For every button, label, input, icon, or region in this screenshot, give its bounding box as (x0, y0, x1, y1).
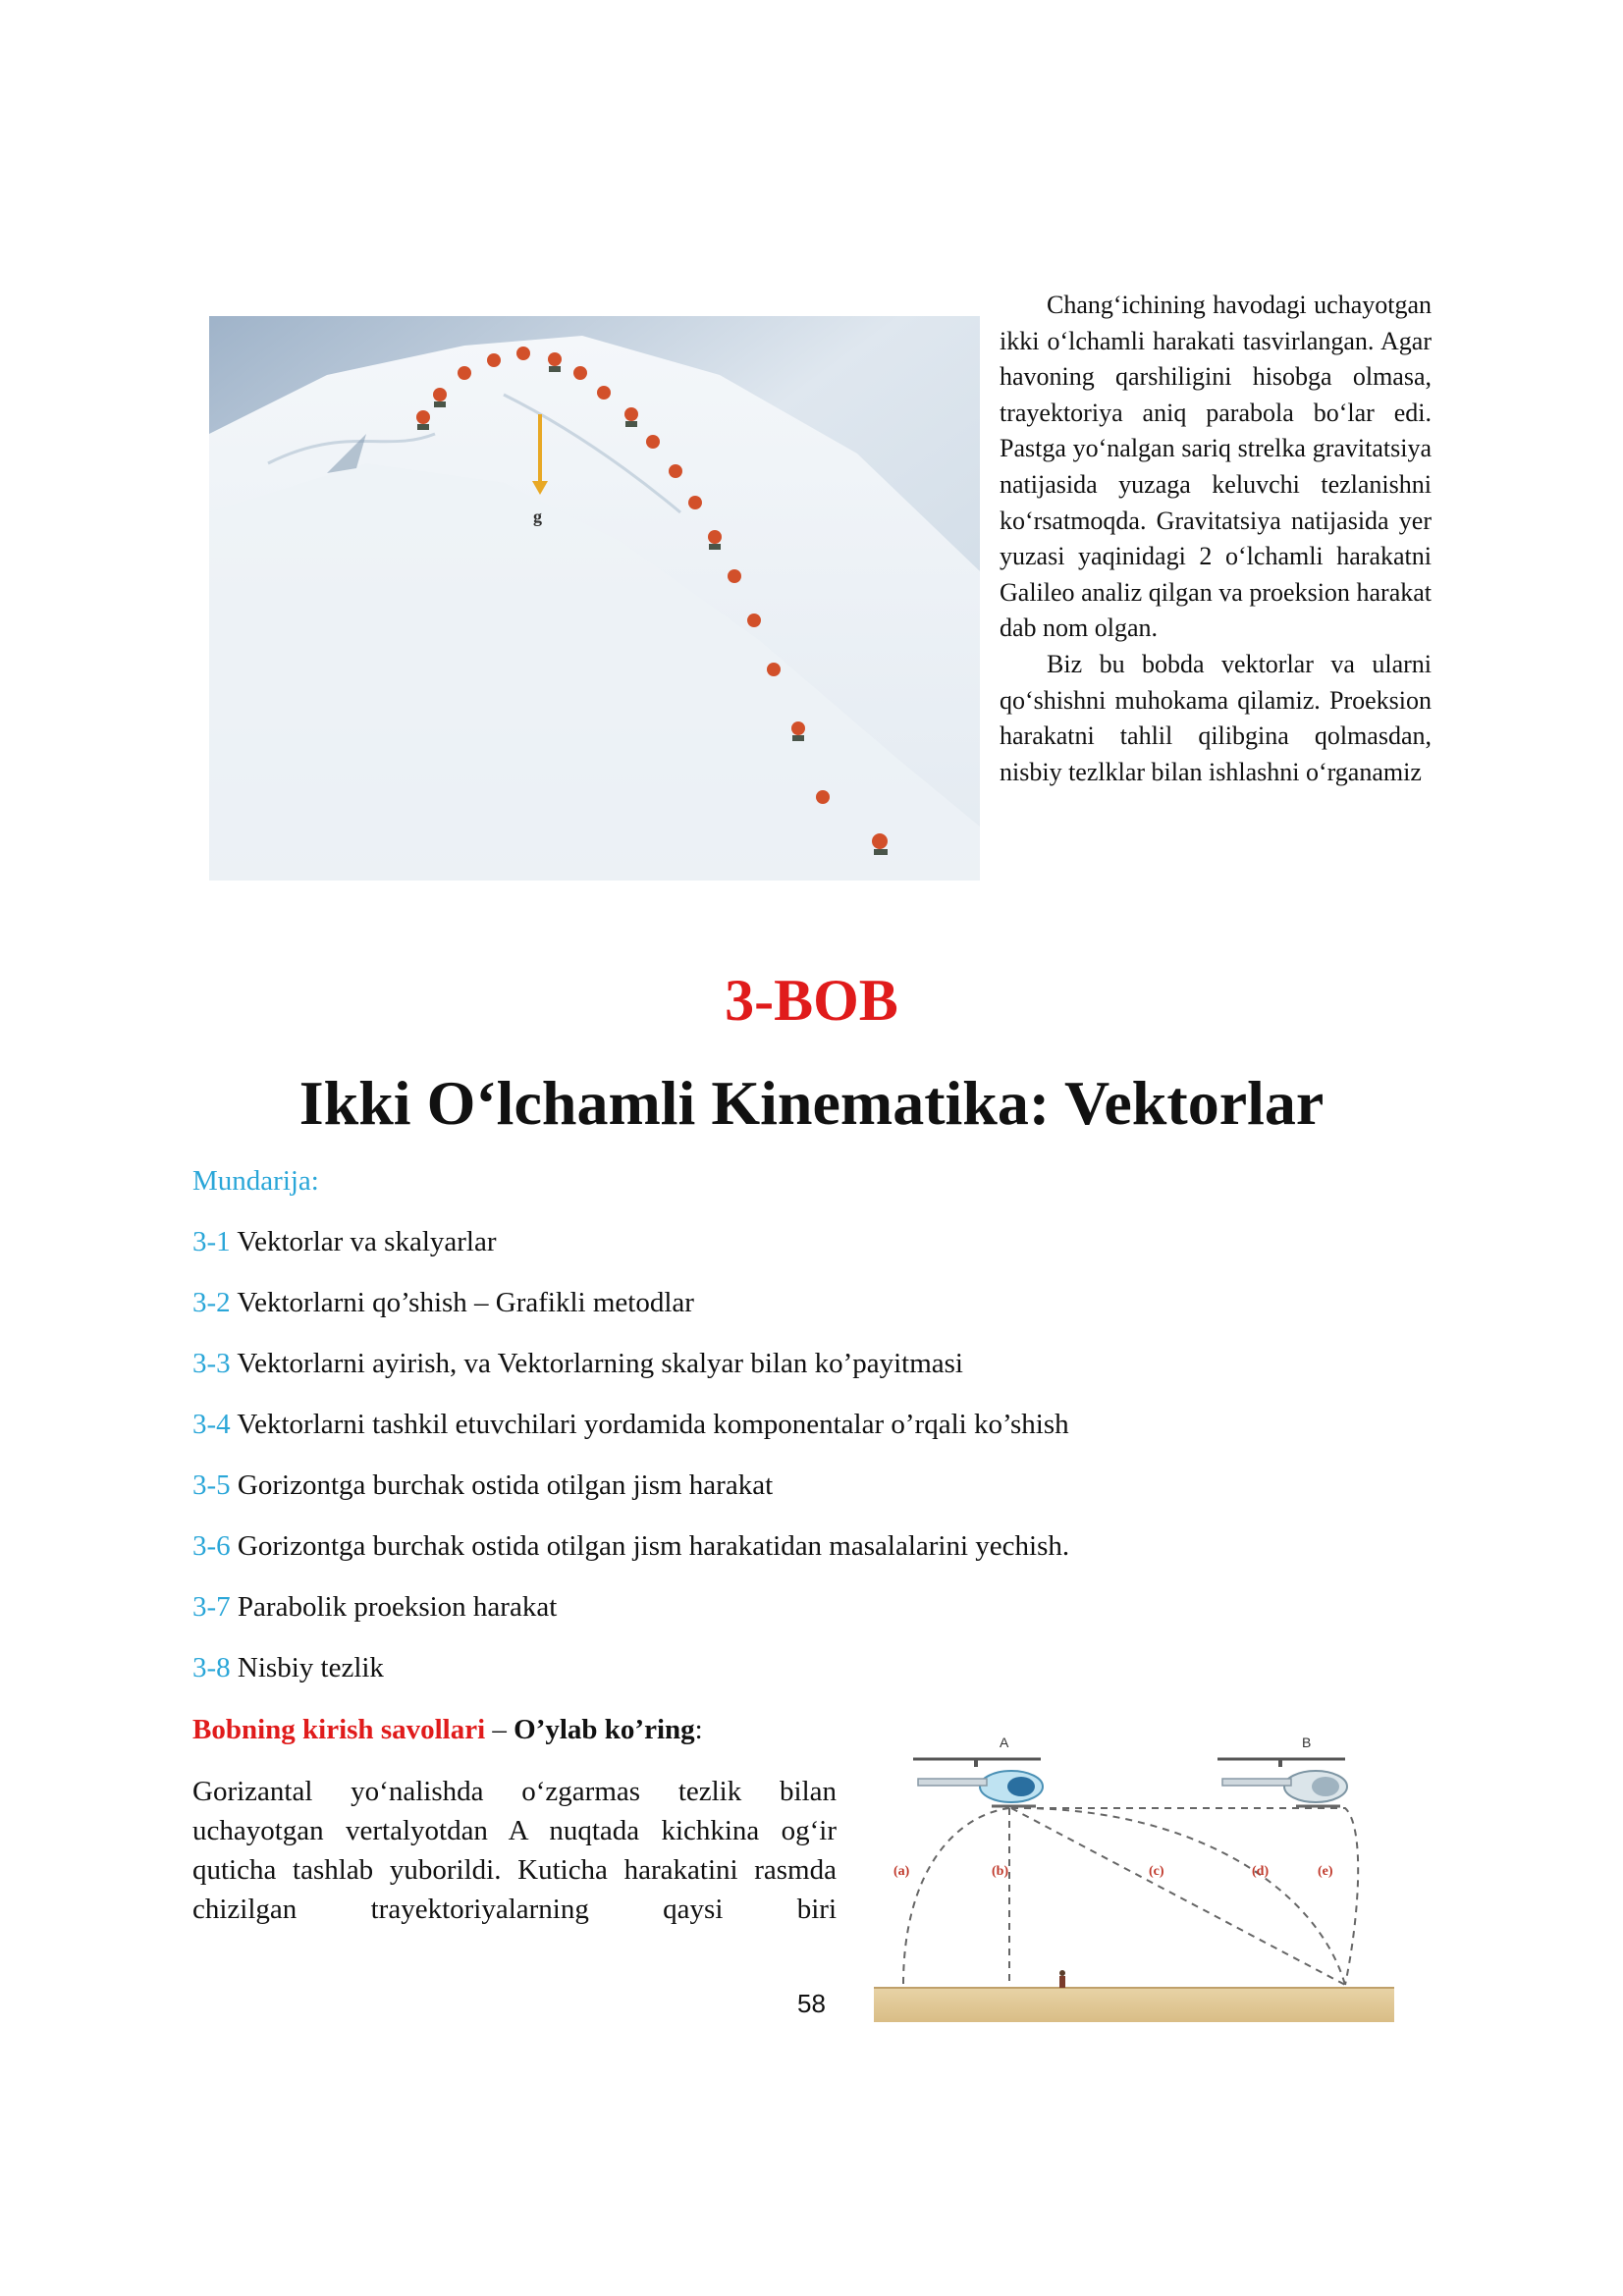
toc-item (192, 1222, 497, 1261)
toc-item-number: 3-4 (192, 1409, 231, 1440)
intro-heading (192, 1710, 703, 1749)
toc-item (192, 1587, 557, 1627)
toc-item (192, 1648, 384, 1687)
toc-item-text: Vektorlarni tashkil etuvchilari yordamida komponentalar o’rqali ko’shish (230, 1409, 1069, 1440)
snowboarder-photo (209, 316, 980, 881)
chapter-title: Ikki O‘lchamli Kinematika: Vektorlar (298, 1068, 1325, 1138)
chapter-number: 3-BOB (725, 968, 898, 1033)
point-a-label: A (1000, 1735, 1009, 1750)
person-icon (1059, 1970, 1065, 1988)
toc-heading: Mundarija: (192, 1165, 319, 1197)
intro-bold-label: O’ylab ko’ring (514, 1714, 695, 1745)
toc-item-text: Vektorlar va skalyarlar (230, 1226, 497, 1257)
toc-item-number: 3-8 (192, 1652, 231, 1683)
toc-item-text: Nisbiy tezlik (230, 1652, 384, 1683)
toc-item-number: 3-3 (192, 1348, 231, 1379)
path-e-label: (e) (1318, 1864, 1333, 1879)
caption-paragraph-1: Chang‘ichining havodagi uchayotgan ikki o‘lchamli harakati tasvirlangan. Agar havoning qarshiligini hisobga olmasa, trayektoriya aniq parabola bo‘lar edi. Pastga yo‘nalgan sariq strelka gravitatsiya natijasida yuzaga keluvchi tezlanishni ko‘rsatmoqda. Gravitatsiya natijasida yer yuzasi yaqinidagi 2 o‘lchamli harakatni Galileo analiz qilgan va proeksion harakat dab nom olgan. (1000, 291, 1432, 643)
toc-item (192, 1283, 694, 1322)
page-number: 58 (797, 1989, 826, 2018)
toc-item (192, 1344, 963, 1383)
gravity-label: g (533, 507, 542, 526)
toc-item (192, 1526, 1069, 1566)
path-b-label: (b) (992, 1864, 1009, 1879)
toc-item-number: 3-7 (192, 1591, 231, 1623)
intro-red-label: Bobning kirish savollari (192, 1714, 486, 1745)
point-b-label: B (1302, 1735, 1312, 1750)
toc-item-text: Parabolik proeksion harakat (230, 1591, 558, 1623)
photo-caption (1000, 288, 1432, 790)
caption-paragraph-2: Biz bu bobda vektorlar va ularni qo‘shishni muhokama qilamiz. Proeksion harakatni tahlil qilibgina qolmasdan, nisbiy tezlklar bilan ishlashni o‘rganamiz (1000, 649, 1432, 786)
toc-item-number: 3-1 (192, 1226, 231, 1257)
toc-item (192, 1405, 1069, 1444)
intro-dash: – (485, 1714, 514, 1745)
toc-item-number: 3-6 (192, 1530, 231, 1562)
toc-item-text: Vektorlarni ayirish, va Vektorlarning skalyar bilan ko’payitmasi (230, 1348, 963, 1379)
path-c-label: (c) (1149, 1864, 1164, 1879)
helicopter-trajectory-figure (864, 1728, 1414, 2022)
toc-item-number: 3-5 (192, 1469, 231, 1501)
toc-item-text: Gorizontga burchak ostida otilgan jism harakat (230, 1469, 774, 1501)
toc-item (192, 1466, 773, 1505)
toc-item-text: Vektorlarni qo’shish – Grafikli metodlar (230, 1287, 694, 1318)
intro-question-text: Gorizantal yo‘nalishda o‘zgarmas tezlik bilan uchayotgan vertalyotdan A nuqtada kichkina og‘ir quticha tashlab yuborildi. Kuticha harakatini rasmda chizilgan trayektoriyalarning qaysi biri (192, 1776, 837, 1925)
toc-item-number: 3-2 (192, 1287, 231, 1318)
intro-colon: : (694, 1714, 703, 1745)
path-d-label: (d) (1252, 1864, 1270, 1879)
toc-item-text: Gorizontga burchak ostida otilgan jism harakatidan masalalarini yechish. (230, 1530, 1070, 1562)
path-a-label: (a) (893, 1864, 910, 1879)
